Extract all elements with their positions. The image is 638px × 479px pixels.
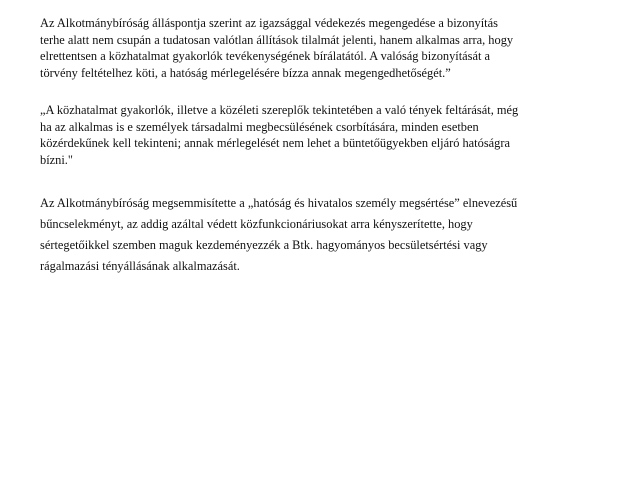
text-line: közérdekűnek kell tekinteni; annak mérlegelését nem lehet a büntetőügyekben eljáró hatóságra [40, 136, 510, 150]
text-line: elrettentsen a közhatalmat gyakorlók tevékenységének bírálatától. A valóság bizonyítását a [40, 49, 491, 63]
text-line: bűncselekményt, az addig azáltal védett közfunkcionáriusokat arra kényszerítette, hogy [40, 217, 473, 231]
text-line: terhe alatt nem csupán a tudatosan valótlan állítások tilalmát jelenti, hanem alkalmas arra, hogy [40, 32, 514, 47]
text-line: ha az alkalmas is e személyek társadalmi megbecsülésének csorbítására, minden esetben [40, 119, 479, 134]
text-line: bízni." [40, 152, 73, 167]
text-line: Az Alkotmánybíróság álláspontja szerint az igazsággal védekezés megengedése a bizonyítás [40, 16, 498, 30]
paragraph-2-quote [40, 102, 600, 168]
text-line: Az Alkotmánybíróság megsemmisítette a „hatóság és hivatalos személy megsértése” elnevezésű [40, 196, 518, 210]
paragraph-3 [40, 193, 600, 277]
text-line: rágalmazási tényállásának alkalmazását. [40, 259, 240, 273]
paragraph-1 [40, 15, 600, 81]
text-line: „A közhatalmat gyakorlók, illetve a közéleti szereplők tekintetében a való tények feltárását, még [40, 103, 519, 117]
text-line: sértegetőikkel szemben maguk kezdeményezzék a Btk. hagyományos becsületsértési vagy [40, 238, 488, 252]
text-line: törvény feltételhez köti, a hatóság mérlegelésére bízza annak megengedhetőségét.” [40, 65, 451, 80]
